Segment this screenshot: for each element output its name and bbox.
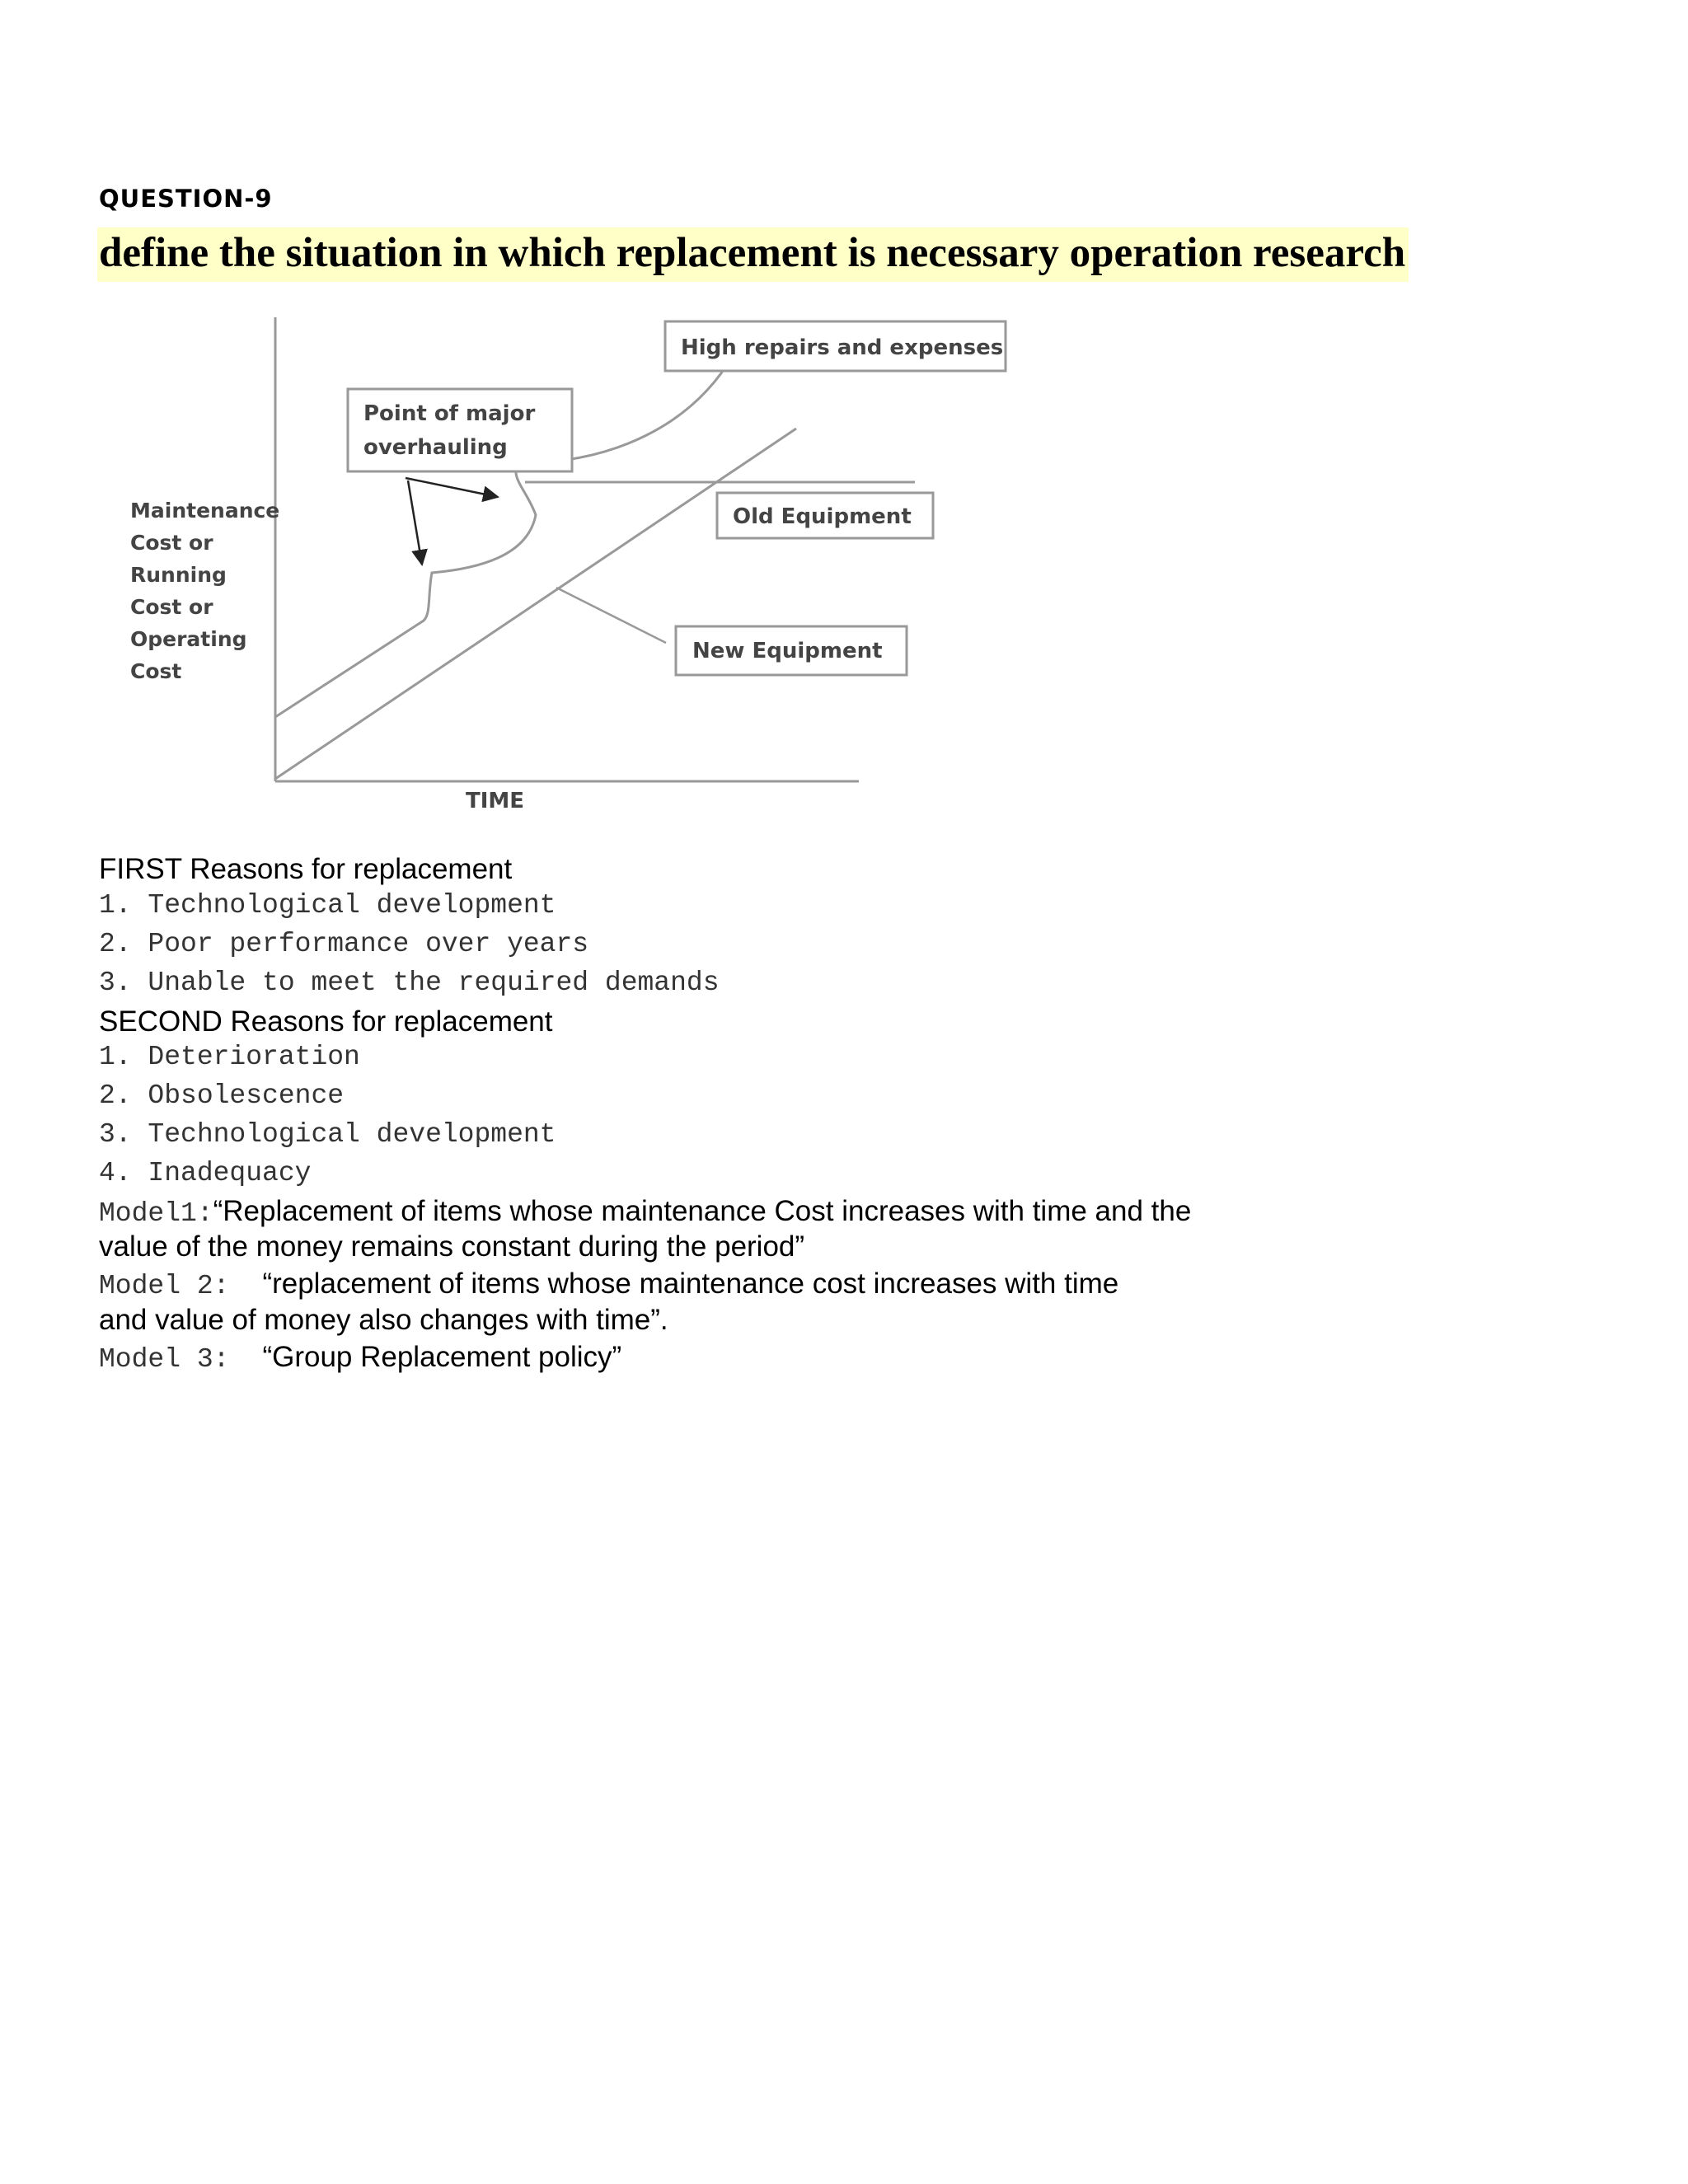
y-axis-label-line: Cost (130, 659, 182, 683)
old-equipment-label: Old Equipment (733, 504, 912, 529)
model-1-prefix: Model1: (99, 1198, 213, 1229)
model-3-text: “Group Replacement policy” (262, 1341, 622, 1373)
new-equipment-pointer (556, 588, 666, 643)
model-2-prefix: Model 2: (99, 1271, 230, 1301)
model-1-text-continued: value of the money remains constant during the period” (99, 1230, 805, 1263)
model-2 (99, 1268, 1118, 1301)
second-reason-item: 4. Inadequacy (99, 1158, 312, 1188)
y-axis-label-line: Maintenance (130, 499, 280, 523)
first-reasons-heading: FIRST Reasons for replacement (99, 853, 513, 885)
model-2-text: “replacement of items whose maintenance cost increases with time (262, 1268, 1119, 1300)
overhauling-label-line-2: overhauling (363, 435, 508, 460)
y-axis-label-line: Cost or (130, 595, 213, 619)
second-reason-item: 3. Technological development (99, 1119, 556, 1150)
new-equipment-label: New Equipment (692, 639, 883, 663)
model-3 (99, 1341, 621, 1375)
overhaul-arrow-2 (408, 480, 422, 565)
first-reason-item: 2. Poor performance over years (99, 929, 589, 959)
first-reason-item: 3. Unable to meet the required demands (99, 968, 720, 998)
x-axis-label: TIME (466, 789, 525, 813)
question-title: define the situation in which replacement is necessary operation research (97, 227, 1409, 282)
first-reason-item: 1. Technological development (99, 890, 556, 921)
y-axis-label-line: Running (130, 563, 227, 587)
replacement-cost-diagram (115, 305, 1022, 824)
y-axis-label (130, 499, 287, 683)
question-label: QUESTION-9 (99, 185, 273, 213)
y-axis-label-line: Operating (130, 627, 247, 651)
second-reasons-heading: SECOND Reasons for replacement (99, 1005, 553, 1038)
model-1 (99, 1195, 1191, 1229)
high-repairs-label: High repairs and expenses (681, 335, 1004, 360)
second-reason-item: 1. Deterioration (99, 1042, 360, 1072)
model-1-text: “Replacement of items whose maintenance Cost increases with time and the (213, 1195, 1192, 1227)
y-axis-label-line: Cost or (130, 531, 213, 555)
overhaul-arrow-1 (406, 478, 498, 497)
overhauling-label-line-1: Point of major (363, 401, 536, 426)
second-reason-item: 2. Obsolescence (99, 1080, 345, 1111)
model-2-text-continued: and value of money also changes with time”. (99, 1304, 668, 1336)
model-3-prefix: Model 3: (99, 1344, 230, 1375)
